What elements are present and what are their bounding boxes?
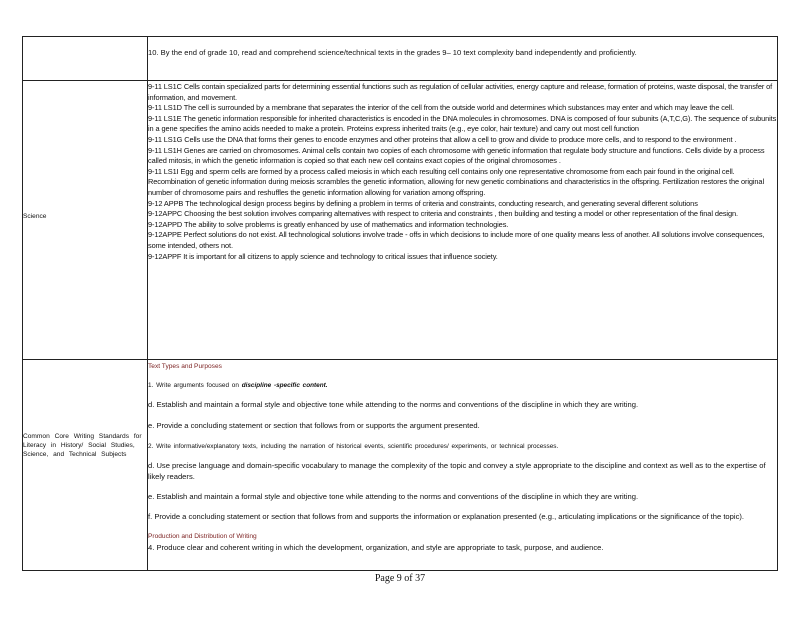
writing-standard-2d: d. Use precise language and domain-specific vocabulary to manage the complexity of the topic and convey a style appropriate to the discipline and context as well as to the expertise of likely readers. <box>148 461 766 481</box>
science-standards-cell <box>148 81 778 360</box>
page-number: Page 9 of 37 <box>374 573 426 584</box>
table-row <box>23 37 778 81</box>
science-standards-list <box>148 81 777 262</box>
writing-label-cell <box>23 360 148 571</box>
standards-table <box>22 36 778 571</box>
science-standard-item: 9-11 LS1D The cell is surrounded by a membrane that separates the interior of the cell from the outside world and determines which substances may enter and which may leave the cell. <box>148 103 734 113</box>
science-standard-item: 9-11 LS1C Cells contain specialized parts for determining essential functions such as regulation of cellular activities, energy capture and release, formation of proteins, waste disposal, the transfer of information, and movement. <box>148 82 773 102</box>
science-label-cell <box>23 81 148 360</box>
science-standard-item: 9-11 LS1I Egg and sperm cells are formed by a process called meiosis in which each resulting cell contains only one representative chromosome from each pair found in the original cell. Recombination of genetic information during meiosis scrambles the genetic information, allowing for new genetic combinations and characteristics in the offspring. Fertilization restores the original number of chromosome pairs and reshuffles the genetic information allowing for variation among offspring. <box>148 166 764 197</box>
table-row <box>23 360 778 571</box>
science-standard-item: 9-12APPC Choosing the best solution involves comparing alternatives with respect to criteria and constraints , then building and testing a model or other representation of the final design. <box>148 209 738 219</box>
writing-standard-1 <box>148 380 777 391</box>
row-label <box>23 37 148 81</box>
writing-standard-1e: e. Provide a concluding statement or section that follows from or supports the argument presented. <box>148 421 480 430</box>
writing-label: Common Core Writing Standards for Literacy in History/ Social Studies, Science, and Technical Subjects <box>23 433 142 458</box>
science-standard-item: 9-11 LS1G Cells use the DNA that forms their genes to encode enzymes and other proteins that allow a cell to grow and divide to produce more cells, and to respond to the environment . <box>148 134 737 144</box>
science-standard-item: 9-12 APPB The technological design process begins by defining a problem in terms of criteria and constraints, conducting research, and generating several different solutions <box>148 198 698 208</box>
writing-standard-2f: f. Provide a concluding statement or section that follows from and supports the information or explanation presented (e.g., articulating implications or the significance of the topic). <box>148 512 745 521</box>
reading-standard-10 <box>148 37 778 81</box>
science-standard-item: 9-12APPE Perfect solutions do not exist. All technological solutions involve trade - offs in which decisions to include more of one quality means less of another. All solutions involve consequences, some intended, others not. <box>148 230 765 250</box>
section-heading-text-types: Text Types and Purposes <box>148 363 222 370</box>
science-standard-item: 9-11 LS1H Genes are carried on chromosomes. Animal cells contain two copies of each chromosome with genetic information that regulate body structure and functions. Cells divide by a process called mitosis, in which the genetic information is copied so that each new cell contains exact copies of the original chromosomes . <box>148 145 765 166</box>
section-heading-production: Production and Distribution of Writing <box>148 533 257 540</box>
science-standard-item: 9-12APPD The ability to solve problems is greatly enhanced by use of mathematics and information technologies. <box>148 219 509 229</box>
table-row <box>23 81 778 360</box>
writing-standard-2e: e. Establish and maintain a formal style and objective tone while attending to the norms and conventions of the discipline in which they are writing. <box>148 492 639 501</box>
science-standard-item: 9-11 LS1E The genetic information responsible for inherited characteristics is encoded in the DNA molecules in chromosomes. DNA is composed of four subunits (A,T,C,G). The sequence of subunits in a gene specifies the amino acids needed to make a protein. Proteins express inherited traits (e.g., eye color, hair texture) and carry out most cell function <box>148 113 777 134</box>
writing-standard-2: 2. Write informative/explanatory texts, including the narration of historical events, scientific procedures/ experiments, or technical processes. <box>148 443 559 450</box>
writing-standard-1-emphasis: discipline -specific content. <box>241 382 328 389</box>
writing-standard-1-text: 1. Write arguments focused on <box>148 382 239 389</box>
writing-standard-4: 4. Produce clear and coherent writing in which the development, organization, and style are appropriate to task, purpose, and audience. <box>148 543 604 552</box>
science-standard-item: 9-12APPF It is important for all citizens to apply science and technology to critical issues that influence society. <box>148 251 498 261</box>
writing-standards-cell <box>148 360 778 571</box>
writing-standard-1d: d. Establish and maintain a formal style and objective tone while attending to the norms and conventions of the discipline in which they are writing. <box>148 400 639 409</box>
reading-standard-text: 10. By the end of grade 10, read and comprehend science/technical texts in the grades 9– 10 text complexity band independently and proficiently. <box>148 48 637 57</box>
science-label: Science <box>23 213 47 220</box>
